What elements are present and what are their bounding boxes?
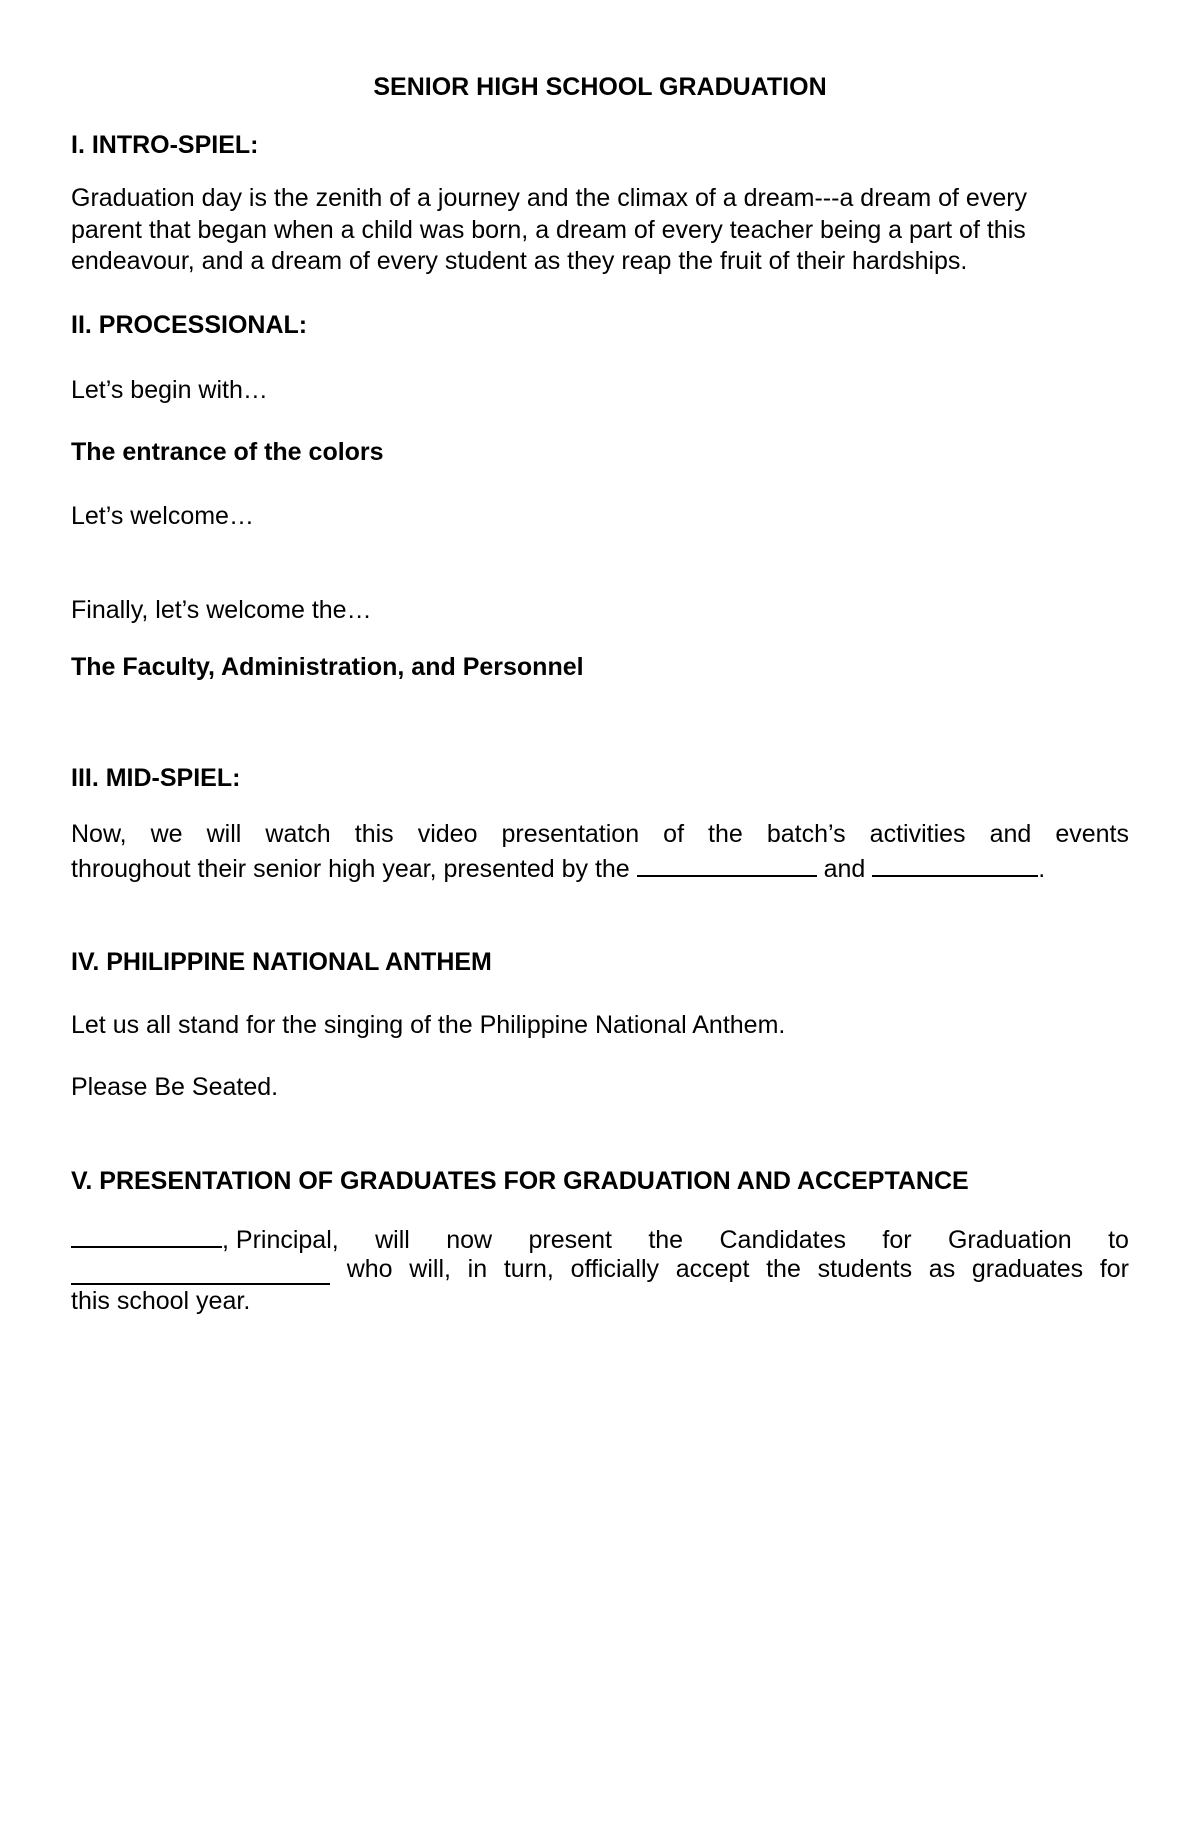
processional-begin-text: Let’s begin with… [71,376,268,404]
presenter-blank-2 [872,851,1038,877]
presentation-word: Graduation [947,1226,1072,1254]
presentation-line-3: this school year. [71,1287,251,1315]
mid-spiel-line-1: Now, we will watch this video presentation of the batch’s activities and events [71,820,1129,848]
presentation-word: graduates [971,1255,1084,1283]
principal-name-blank [71,1222,222,1248]
section-heading-mid-spiel: III. MID-SPIEL: [71,764,241,792]
processional-finally-text: Finally, let’s welcome the… [71,596,372,624]
section-heading-presentation: V. PRESENTATION OF GRADUATES FOR GRADUATION AND ACCEPTANCE [71,1167,969,1195]
presentation-word: officially [570,1255,660,1283]
accepting-official-blank [71,1259,330,1285]
presentation-word: the [648,1226,684,1254]
intro-line-2: parent that began when a child was born, a dream of every teacher being a part of this [71,215,1026,244]
processional-colors-text: The entrance of the colors [71,438,384,466]
presentation-word: to [1108,1226,1129,1254]
presentation-line-2 [71,1253,1129,1285]
mid-spiel-line-2-start: throughout their senior high year, presented by the [71,854,630,883]
presenter-blank-1 [637,851,817,877]
anthem-seated-text: Please Be Seated. [71,1073,279,1101]
presentation-word: turn, [503,1255,554,1283]
page-title: SENIOR HIGH SCHOOL GRADUATION [373,73,827,101]
presentation-word: will, [409,1255,451,1283]
presentation-word: for [1099,1255,1129,1283]
intro-line-1: Graduation day is the zenith of a journey and the climax of a dream---a dream of every [71,184,1028,212]
presentation-word: students [817,1255,913,1283]
intro-paragraph [71,183,1129,278]
processional-welcome-text: Let’s welcome… [71,502,254,530]
presentation-word: will [375,1226,410,1254]
presentation-line-1 [71,1222,1129,1256]
presentation-word: the [766,1255,801,1283]
mid-spiel-and-text: and [823,854,866,883]
presentation-word: now [446,1226,493,1254]
presentation-word: Candidates [719,1226,846,1254]
mid-spiel-paragraph [71,819,1129,885]
presentation-word: accept [675,1255,750,1283]
anthem-stand-text: Let us all stand for the singing of the Philippine National Anthem. [71,1011,786,1039]
section-heading-intro: I. INTRO-SPIEL: [71,131,259,159]
processional-faculty-text: The Faculty, Administration, and Personnel [71,653,584,681]
presentation-word: present [528,1226,612,1254]
mid-spiel-period: . [1038,854,1046,883]
presentation-principal-phrase [71,1222,339,1256]
section-heading-anthem: IV. PHILIPPINE NATIONAL ANTHEM [71,948,492,976]
intro-line-3: endeavour, and a dream of every student as they reap the fruit of their hardships. [71,247,968,275]
presentation-word: who [346,1255,393,1283]
presentation-word: in [467,1255,488,1283]
mid-spiel-line-2 [71,851,1129,886]
presentation-word: for [882,1226,912,1254]
section-heading-processional: II. PROCESSIONAL: [71,311,308,339]
presentation-word-principal: , Principal, [222,1226,339,1254]
presentation-word: as [928,1255,956,1283]
